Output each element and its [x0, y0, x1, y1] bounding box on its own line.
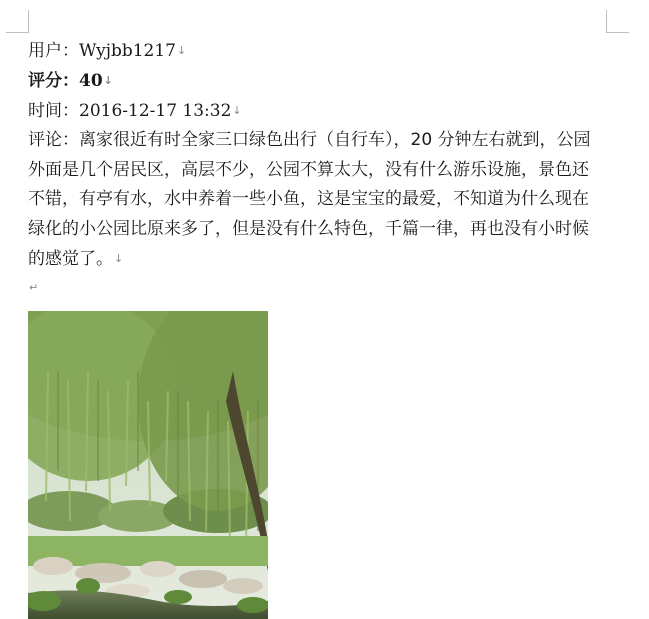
review-entry — [28, 36, 608, 301]
paragraph-mark-icon: ↓ — [103, 74, 113, 87]
score-value: 40 — [79, 71, 103, 91]
comment-paragraph — [28, 126, 600, 275]
paragraph-mark-icon: ↓ — [177, 44, 187, 57]
comment-text: 离家很近有时全家三口绿色出行（自行车），20 分钟左右就到，公园外面是几个居民区，高层不少，公园不算太大，没有什么游乐设施，景色还不错，有亭有水，水中养着一些小鱼，这是宝宝的最爱，不知道为什么现在绿化的小公园比原来多了，但是没有什么特色，千篇一律，再也没有小时候的感觉了。 — [28, 130, 591, 269]
user-value: Wyjbb1217 — [79, 41, 177, 61]
time-value: 2016-12-17 13:32 — [79, 101, 232, 121]
score-line — [28, 66, 608, 96]
comment-label: 评论： — [28, 130, 79, 150]
empty-paragraph — [28, 275, 608, 301]
crop-mark-top-right — [606, 10, 629, 33]
score-label: 评分： — [28, 71, 79, 91]
park-willow-photo — [28, 311, 268, 619]
crop-mark-top-left — [6, 10, 29, 33]
paragraph-mark-icon: ↓ — [114, 252, 124, 265]
time-label: 时间： — [28, 101, 79, 121]
return-mark-icon: ↵ — [29, 280, 39, 294]
time-line — [28, 96, 608, 126]
user-line — [28, 36, 608, 66]
paragraph-mark-icon: ↓ — [232, 104, 242, 117]
user-label: 用户： — [28, 41, 79, 61]
